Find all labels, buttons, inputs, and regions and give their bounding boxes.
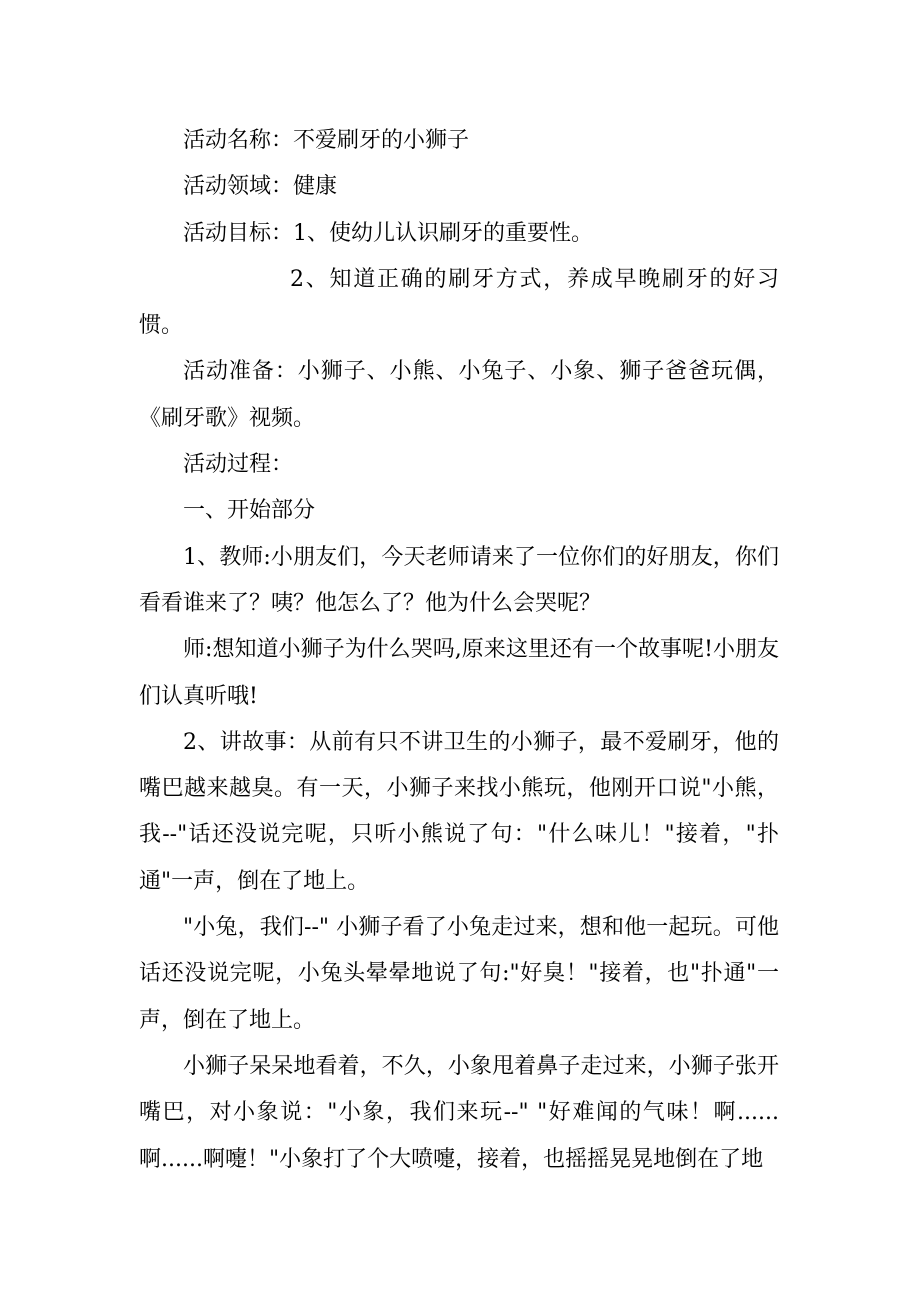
- step-2-story-paragraph: 2、讲故事：从前有只不讲卫生的小狮子，最不爱刷牙，他的嘴巴越来越臭。有一天，小狮子来找小熊玩，他刚开口说"小熊，我--"话还没说完呢，只听小熊说了句："什么味儿！"接着，"扑通"一声，倒在了地上。: [139, 729, 779, 894]
- document-body: [139, 118, 779, 1183]
- activity-process-heading: 活动过程：: [183, 452, 294, 478]
- rabbit-story-paragraph: "小兔，我们--" 小狮子看了小兔走过来，想和他一起玩。可他话还没说完呢，小兔头晕晕地说了句:"好臭！"接着，也"扑通"一声，倒在了地上。: [139, 915, 779, 1033]
- teacher-line-paragraph: 师:想知道小狮子为什么哭吗,原来这里还有一个故事呢!小朋友们认真听哦!: [139, 637, 779, 709]
- step-1-paragraph: 1、教师:小朋友们，今天老师请来了一位你们的好朋友，你们看看谁来了？咦？他怎么了？他为什么会哭呢？: [139, 544, 779, 616]
- activity-name-line: 活动名称：不爱刷牙的小狮子: [183, 128, 470, 153]
- activity-domain-line: 活动领域：健康: [183, 174, 338, 200]
- elephant-story-paragraph: 小狮子呆呆地看着，不久，小象甩着鼻子走过来，小狮子张开嘴巴，对小象说："小象，我们来玩--" "好难闻的气味！啊......啊......啊嚏！"小象打了个大喷嚏，接着，也摇摇晃晃地倒在了地: [139, 1053, 779, 1172]
- section-start-heading: 一、开始部分: [183, 498, 316, 524]
- activity-goal-1-line: 活动目标：1、使幼儿认识刷牙的重要性。: [183, 220, 593, 246]
- activity-preparation-paragraph: 活动准备：小狮子、小熊、小兔子、小象、狮子爸爸玩偶，《刷牙歌》视频。: [139, 359, 779, 431]
- activity-goal-2-line: 2、知道正确的刷牙方式，养成早晚刷牙的好习惯。: [139, 266, 779, 339]
